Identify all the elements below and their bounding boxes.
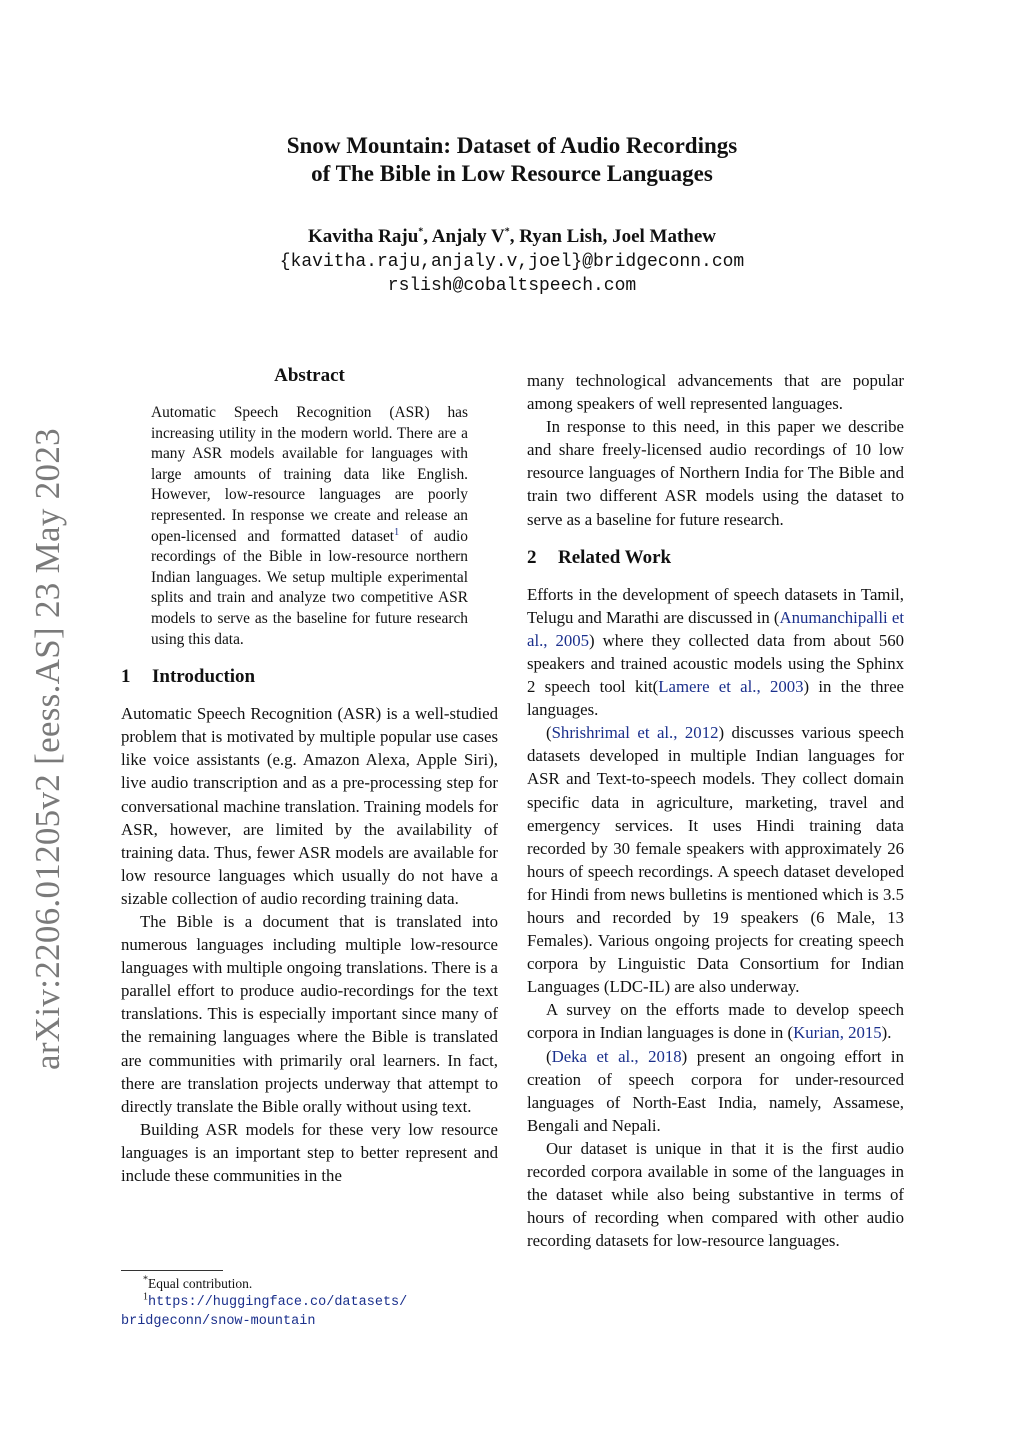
footnote-mark: *: [143, 1274, 148, 1286]
text-span: ) discusses various speech datasets developed in multiple Indian languages for ASR and Text-to-speech models. They collect domain specific data in agriculture, marketing, travel and emergency services. It uses Hindi training data recorded by 30 female speakers with approximately 26 hours of speech recordings. A speech dataset developed for Hindi from news bulletins is mentioned which is 3.5 hours and recorded by 19 speakers (6 Male, 13 Females). Various ongoing projects for creating speech corpora by Linguistic Data Consortium for Indian Languages (LDC-IL) are also underway.: [527, 723, 904, 997]
author-names-rest: , Ryan Lish, Joel Mathew: [509, 226, 717, 247]
footnote-dataset-link-cont: [121, 1311, 498, 1330]
citation-link[interactable]: Shrishrimal et al., 2012: [551, 723, 719, 743]
text-span: ) where they collected data from about 560 speakers and trained acoustic models using the Sphinx 2 speech tool kit(: [527, 630, 904, 697]
dataset-url-part-2[interactable]: bridgeconn/snow-mountain: [121, 1314, 316, 1329]
section-heading-related-work: [527, 547, 904, 569]
section-number: 2: [527, 546, 537, 568]
paragraph: [527, 998, 904, 1044]
author-emails: {kavitha.raju,anjaly.v,joel}@bridgeconn.com: [279, 252, 745, 272]
paragraph: Our dataset is unique in that it is the first audio recorded corpora available in some of the languages in the dataset while also being substantive in terms of hours of recording when compared with other audio recording datasets for low-resource languages.: [527, 1138, 904, 1251]
text-span: (: [546, 723, 552, 743]
arxiv-stamp: arXiv:2206.01205v2 [eess.AS] 23 May 2023: [28, 428, 67, 1070]
section-number: 1: [121, 666, 131, 688]
author-separator: ,: [423, 226, 432, 247]
author-list: [150, 226, 874, 248]
section-title: Related Work: [558, 546, 672, 568]
citation-link[interactable]: Lamere et al., 2003: [658, 677, 804, 697]
paper-title: [150, 132, 874, 188]
citation-link[interactable]: Kurian, 2015: [793, 1023, 882, 1043]
author-email: rslish@cobaltspeech.com: [387, 276, 637, 296]
title-line-1: Snow Mountain: Dataset of Audio Recordings: [286, 133, 738, 158]
abstract-heading: Abstract: [274, 365, 345, 386]
dataset-url-part-1[interactable]: https://huggingface.co/datasets/: [148, 1295, 408, 1310]
footnote-divider: [121, 1270, 223, 1271]
paragraph: many technological advancements that are popular among speakers of well represented languages.: [527, 371, 904, 414]
paragraph: The Bible is a document that is translated into numerous languages including multiple low-resource languages with multiple ongoing translations. There is a parallel effort to produce audio-recordings for the text translations. This is especially important since many of the remaining languages where the Bible is translated are communities with primarily oral learners. In fact, there are translation projects underway that attempt to directly translate the Bible orally without using text.: [121, 911, 498, 1116]
paragraph: [527, 583, 904, 722]
footnote-equal-contribution: [121, 1275, 498, 1292]
left-column: [121, 365, 498, 1187]
section-title: Introduction: [152, 666, 256, 688]
equal-contribution-mark: *: [504, 226, 510, 238]
citation-link[interactable]: Anumanchipalli et al., 2005: [527, 607, 904, 650]
paragraph: Building ASR models for these very low resource languages is an important step to better represent and include these communities in the: [121, 1119, 498, 1185]
author-name: Kavitha Raju: [307, 226, 419, 247]
text-span: ).: [881, 1023, 892, 1043]
paragraph: [527, 1045, 904, 1137]
text-span: (: [546, 1046, 552, 1066]
paragraph: [527, 721, 904, 998]
paragraph: Automatic Speech Recognition (ASR) is a well-studied problem that is motivated by multiple popular use cases like voice assistants (e.g. Amazon Alexa, Apple Siri), live audio transcription and as a pre-processing step for conversational machine translation. Training models for ASR, however, are limited by the availability of training data. Thus, fewer ASR models are available for low resource languages which usually do not have a sizable collection of audio recording training data.: [121, 704, 498, 908]
abstract-text-b: of audio recordings of the Bible in low-resource northern Indian languages. We setup multiple experimental splits and train and analyze two competitive ASR models to serve as the baseline for future research using this data.: [151, 527, 468, 648]
paragraph: In response to this need, in this paper we describe and share freely-licensed audio recordings of 10 low resource languages of Northern India for The Bible and train two different ASR models using the dataset to serve as a baseline for future research.: [527, 417, 904, 529]
section-heading-introduction: [121, 666, 498, 688]
text-span: ) present an ongoing effort in creation of speech corpora for under-resourced languages of North-East India, namely, Assamese, Bengali and Nepali.: [527, 1046, 904, 1135]
abstract-text-a: Automatic Speech Recognition (ASR) has increasing utility in the modern world. There are a many ASR models available for languages with large amounts of training data like English. However, low-resource languages are poorly represented. In response we create and release an open-licensed and formatted dataset: [151, 404, 468, 545]
footnote-mark: 1: [143, 1291, 148, 1303]
text-span: Efforts in the development of speech datasets in Tamil, Telugu and Marathi are discussed in (: [527, 584, 904, 627]
equal-contribution-mark: *: [418, 226, 424, 238]
right-column: [527, 369, 904, 1252]
abstract-text: [151, 403, 468, 650]
citation-link[interactable]: Deka et al., 2018: [551, 1046, 682, 1066]
author-name: Anjaly V: [431, 226, 505, 247]
footnote-text: Equal contribution.: [148, 1276, 253, 1291]
title-line-2: of The Bible in Low Resource Languages: [311, 161, 713, 186]
footnotes: [121, 1270, 498, 1330]
text-span: ) in the three languages.: [527, 677, 905, 720]
text-span: A survey on the efforts made to develop speech corpora in Indian languages is done in (: [527, 1000, 904, 1043]
footnote-ref[interactable]: 1: [394, 526, 400, 538]
footnote-dataset-link: [121, 1292, 498, 1311]
